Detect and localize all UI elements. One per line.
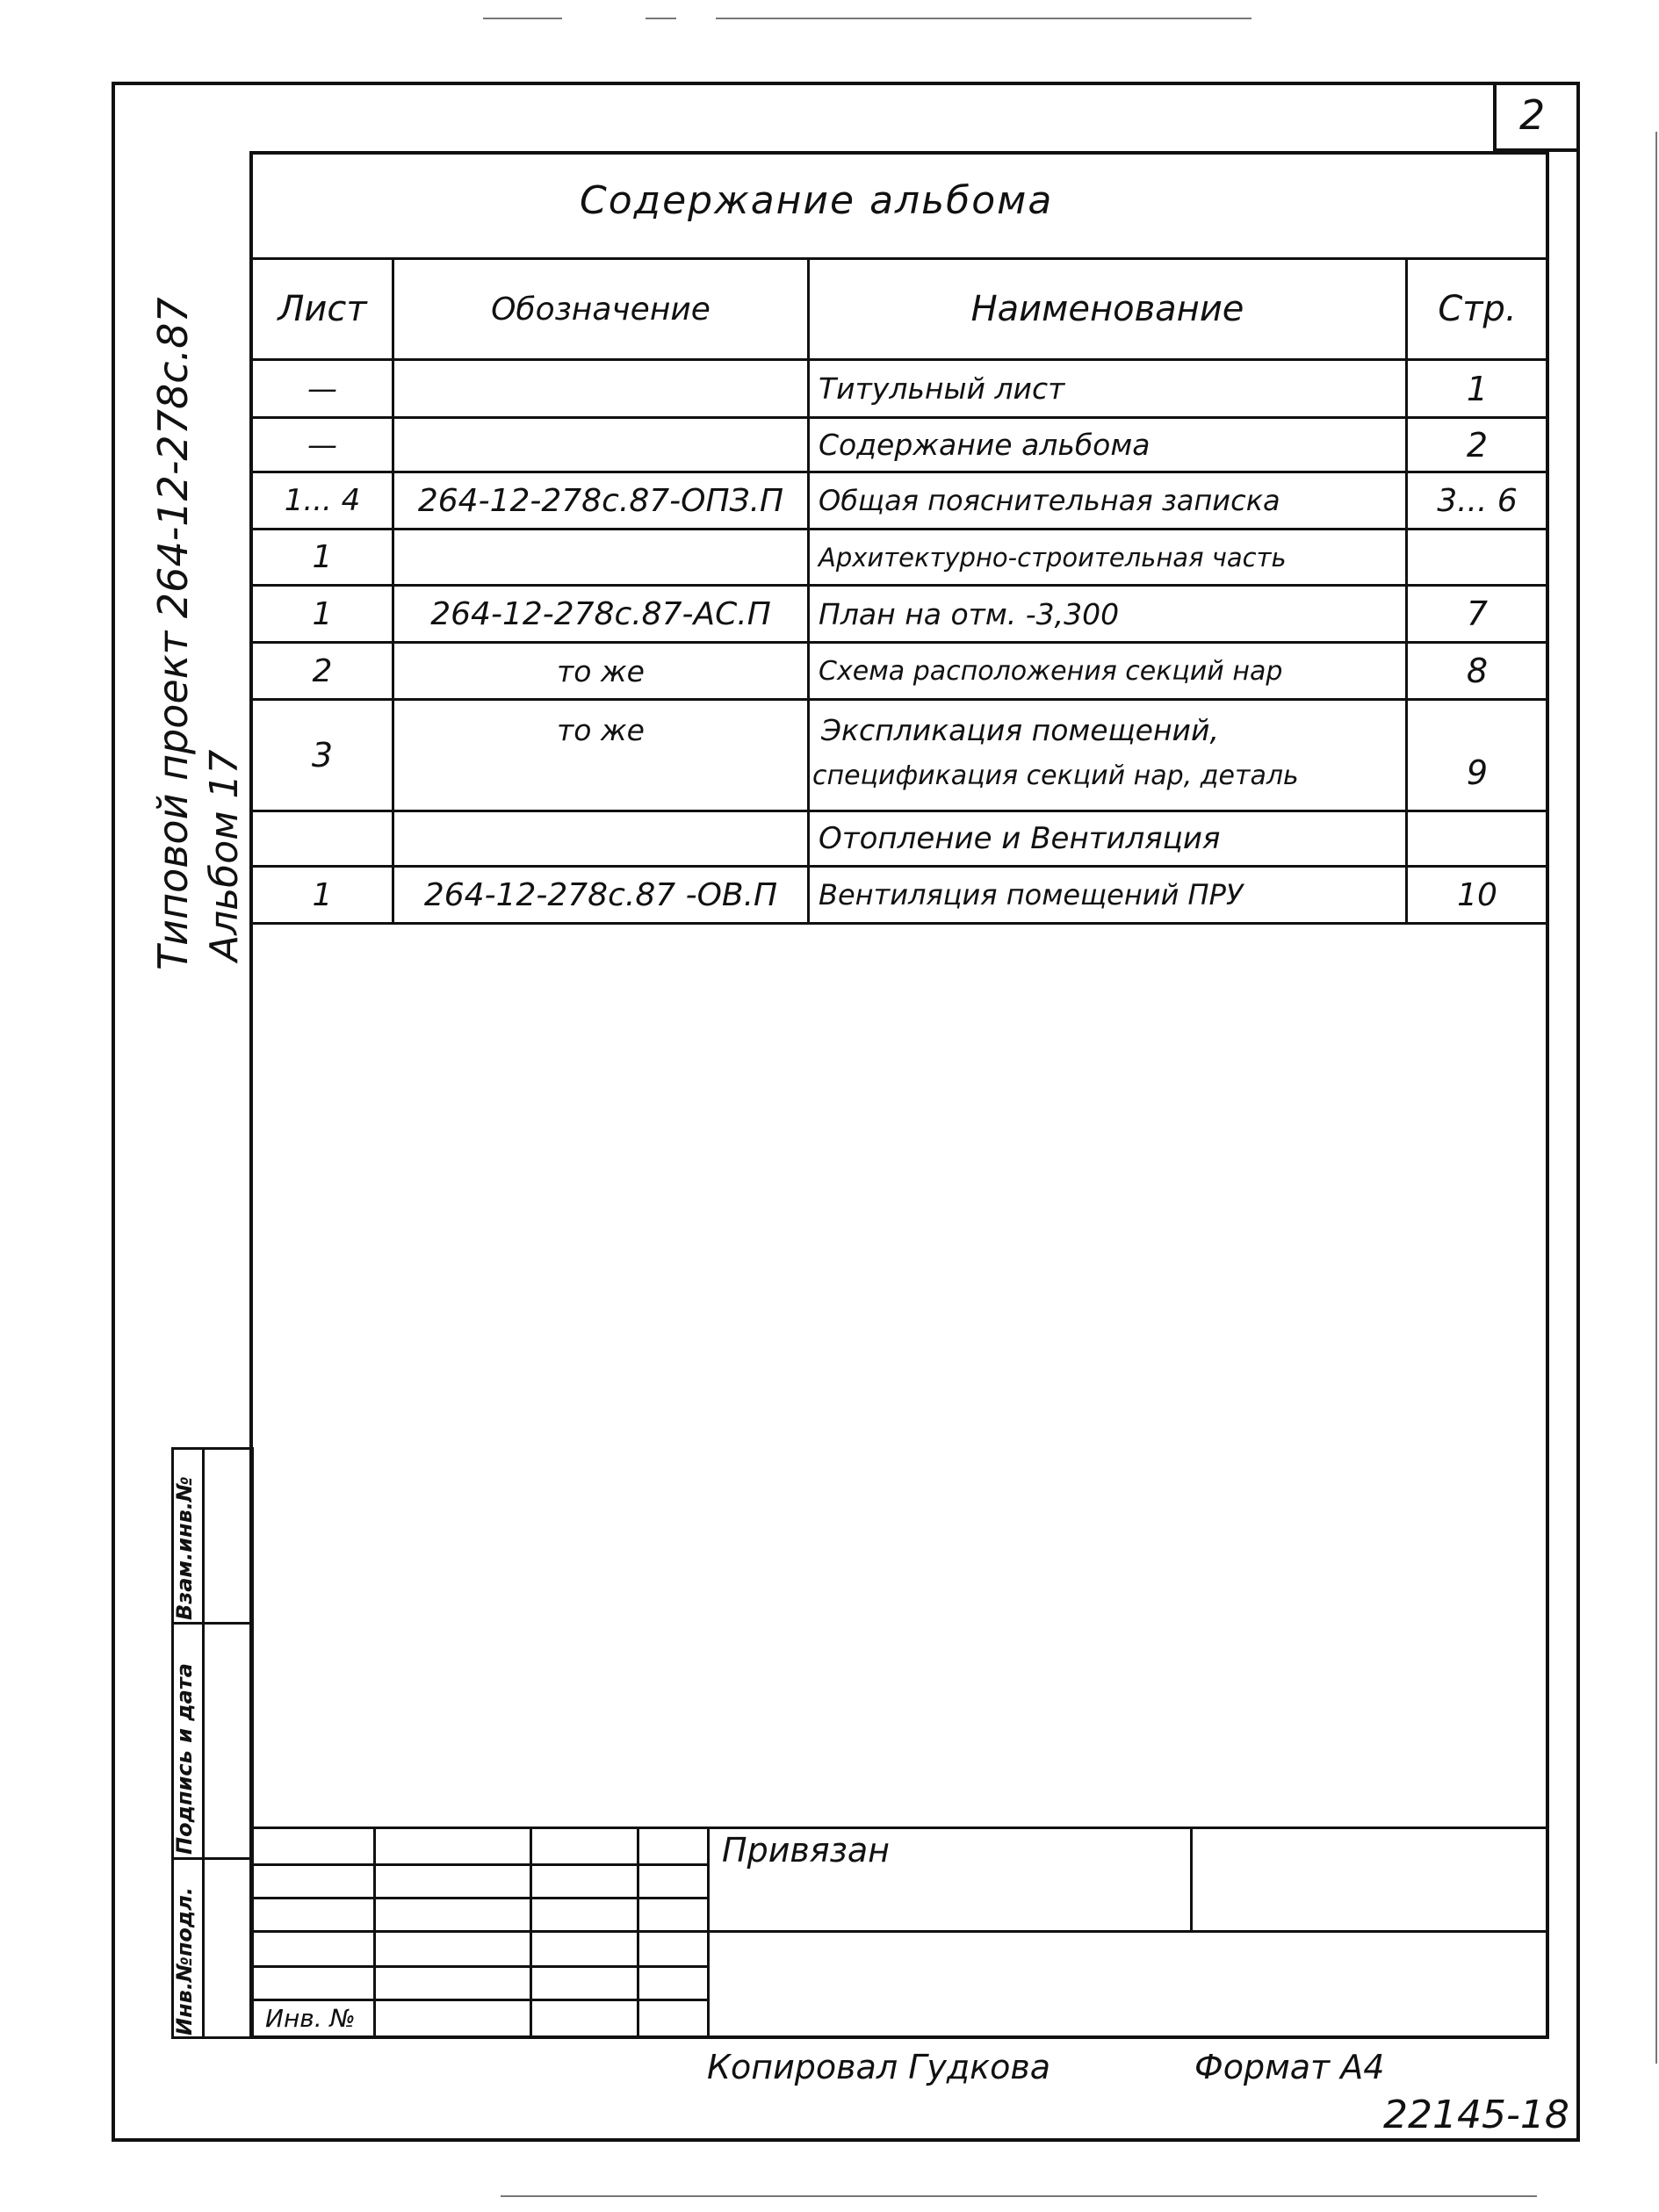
row-sheet: — — [307, 371, 337, 407]
row-page: 8 — [1466, 652, 1489, 690]
bound-label: Привязан — [722, 1831, 890, 1870]
title-block-rule — [251, 1965, 708, 1968]
row-page — [1408, 530, 1547, 584]
row-page — [1408, 812, 1547, 865]
row-page: 9 — [1466, 753, 1489, 792]
row-name: Экспликация помещений, — [821, 713, 1219, 747]
stamp-signature-date: Подпись и дата — [172, 1663, 197, 1855]
title-block-rule — [251, 1863, 708, 1866]
row-sheet: 1 — [312, 876, 333, 913]
header-designation: Обозначение — [491, 291, 710, 328]
row-sheet: 1 — [312, 595, 333, 632]
document-number: 22145-18 — [1383, 2093, 1569, 2137]
title-block-rule — [707, 1828, 710, 2039]
row-designation: то же — [557, 713, 645, 747]
scan-artifact — [483, 18, 562, 19]
scan-artifact — [646, 18, 676, 19]
row-page: 10 — [1457, 876, 1497, 913]
row-designation: 264-12-278с.87-ОПЗ.П — [417, 482, 784, 519]
row-sheet: 2 — [312, 652, 333, 689]
project-designation: Типовой проект 264-12-278с.87 — [149, 297, 197, 970]
header-page: Стр. — [1438, 289, 1517, 329]
title-block-rule — [530, 1828, 532, 2039]
title-block-rule — [1190, 1828, 1193, 1930]
scan-artifact — [716, 18, 1251, 19]
title-block-rule — [637, 1828, 639, 2039]
title-block-rule — [251, 1999, 708, 2001]
row-designation — [394, 530, 807, 584]
row-name: Общая пояснительная записка — [819, 484, 1280, 517]
row-designation — [394, 361, 807, 416]
row-name: Вентиляция помещений ПРУ — [819, 878, 1244, 911]
title-block-rule — [251, 1827, 1547, 1829]
header-name: Наименование — [970, 289, 1244, 329]
row-sheet: 1... 4 — [284, 483, 361, 518]
album-number: Альбом 17 — [202, 749, 247, 962]
title-block-rule — [373, 1828, 376, 2039]
row-designation: 264-12-278с.87 -ОВ.П — [423, 876, 778, 913]
row-sheet — [253, 812, 392, 865]
title-block-rule — [251, 1897, 708, 1899]
row-name: Содержание альбома — [819, 428, 1150, 462]
row-name-continued: спецификация секций нар, деталь — [812, 760, 1299, 791]
side-stamp-rule — [171, 1857, 254, 1860]
row-page: 3... 6 — [1437, 482, 1518, 519]
row-sheet: — — [307, 427, 337, 463]
stamp-vzam-inv: Взам.инв.№ — [172, 1476, 197, 1620]
stamp-inv-podl: Инв.№подл. — [172, 1887, 197, 2035]
row-name: Титульный лист — [819, 371, 1065, 406]
row-page: 7 — [1466, 594, 1489, 633]
row-name: Архитектурно-строительная часть — [819, 542, 1287, 573]
scan-artifact — [501, 2195, 1537, 2197]
table-rule — [251, 922, 1547, 925]
side-stamp-rule — [171, 1622, 254, 1625]
copied-by: Копировал Гудкова — [707, 2048, 1051, 2086]
row-designation — [394, 812, 807, 865]
row-designation: то же — [557, 653, 645, 688]
row-name: План на отм. -3,300 — [819, 596, 1120, 631]
row-sheet: 3 — [311, 736, 334, 775]
header-sheet: Лист — [278, 289, 367, 329]
row-page: 1 — [1466, 369, 1489, 408]
row-designation: 264-12-278с.87-АС.П — [430, 595, 771, 632]
title-block-rule — [251, 1930, 1547, 1933]
table-rule — [251, 698, 1547, 701]
page-number: 2 — [1519, 91, 1546, 139]
row-sheet: 1 — [312, 539, 333, 575]
sheet-format: Формат А4 — [1194, 2048, 1385, 2086]
side-stamp-rule — [202, 1447, 205, 2039]
inventory-number-label: Инв. № — [265, 2004, 356, 2033]
row-name: Отопление и Вентиляция — [819, 821, 1221, 856]
row-page: 2 — [1466, 425, 1489, 465]
row-designation — [394, 419, 807, 471]
row-name: Схема расположения секций нар — [819, 655, 1283, 687]
table-title: Содержание альбома — [580, 178, 1054, 223]
scan-artifact — [1655, 132, 1657, 2064]
